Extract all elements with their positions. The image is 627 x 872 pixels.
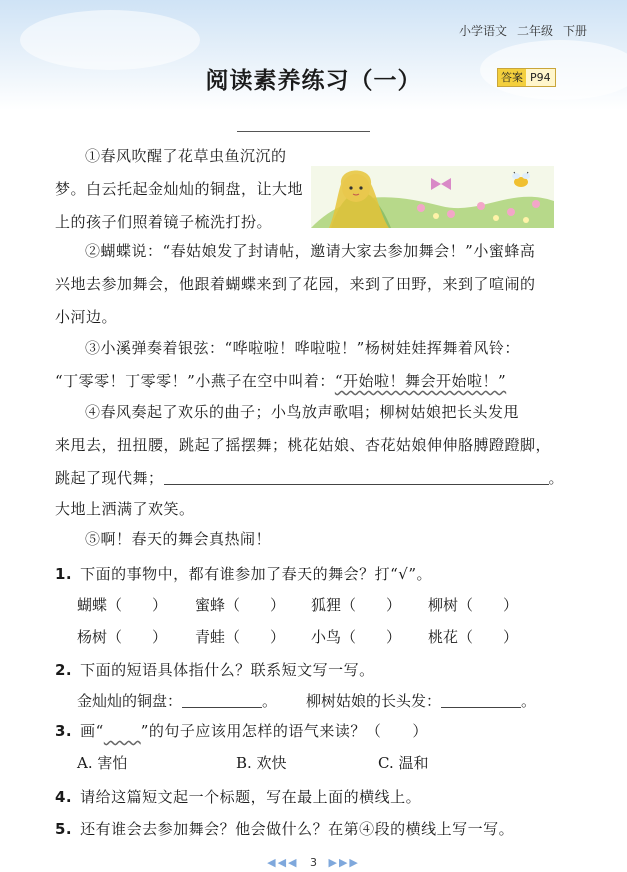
question-2	[55, 659, 375, 680]
wavy-underlined-sentence: “开始啦！舞会开始啦！”	[334, 372, 507, 390]
q1-option-poplar[interactable]: 杨树（ ）	[77, 628, 168, 646]
passage-p1-line3: 上的孩子们照着镜子梳洗打扮。	[55, 213, 273, 231]
question-5	[55, 818, 514, 839]
passage-p3-line1: ③小溪弹奏着银弦：“哗啦啦！哗啦啦！”杨树娃娃挥舞着风铃：	[85, 339, 520, 357]
question-3-number: 3.	[55, 722, 73, 740]
q1-option-peach[interactable]: 桃花（ ）	[428, 628, 519, 646]
question-3-text-a: 画“	[80, 722, 104, 740]
passage-p3-line2	[55, 365, 506, 398]
passage-p2-line2: 兴地去参加舞会，他跟着蝴蝶来到了花园，来到了田野，来到了喧闹的	[55, 275, 536, 293]
answer-badge	[497, 68, 556, 87]
page-title: 阅读素养练习（一）	[205, 68, 422, 94]
title-answer-line	[237, 131, 370, 132]
q3-option-c[interactable]: C. 温和	[378, 754, 429, 772]
q2-item-2	[306, 690, 536, 711]
question-4	[55, 786, 421, 807]
q2-item-1	[77, 690, 277, 711]
spring-illustration	[311, 166, 554, 228]
question-3-text-b: ”的句子应该用怎样的语气来读？（ ）	[140, 722, 428, 740]
passage-p5: ⑤啊！春天的舞会真热闹！	[85, 530, 272, 548]
passage-p4-line3-text: 跳起了现代舞；	[55, 469, 164, 487]
passage-p1-line2: 梦。白云托起金灿灿的铜盘，让大地	[55, 180, 304, 198]
wavy-line-sample	[104, 722, 141, 740]
q2-item-2-label: 柳树姑娘的长头发：	[306, 692, 442, 710]
q1-option-fox[interactable]: 狐狸（ ）	[311, 596, 402, 614]
question-3	[55, 720, 428, 741]
page-number: 3	[310, 856, 317, 869]
q2-blank-2[interactable]	[441, 691, 521, 708]
volume-tag: 下册	[562, 24, 587, 38]
q1-option-butterfly[interactable]: 蝴蝶（ ）	[77, 596, 168, 614]
q1-option-willow[interactable]: 柳树（ ）	[428, 596, 519, 614]
right-arrows-icon: ▶▶▶	[328, 856, 360, 869]
q3-option-b[interactable]: B. 欢快	[236, 754, 287, 772]
question-1-number: 1.	[55, 565, 73, 583]
question-4-text: 请给这篇短文起一个标题，写在最上面的横线上。	[80, 788, 422, 806]
question-1-text: 下面的事物中，都有谁参加了春天的舞会？打“√”。	[80, 565, 433, 583]
answer-page: P94	[526, 69, 555, 86]
question-5-number: 5.	[55, 820, 73, 838]
q2-item-1-end: 。	[262, 692, 278, 710]
q2-item-2-end: 。	[521, 692, 537, 710]
q3-option-a[interactable]: A. 害怕	[77, 754, 128, 772]
q2-blank-1[interactable]	[182, 691, 262, 708]
question-2-number: 2.	[55, 661, 73, 679]
q1-option-bird[interactable]: 小鸟（ ）	[311, 628, 402, 646]
passage-p4-line3	[55, 462, 564, 495]
q2-item-1-label: 金灿灿的铜盘：	[77, 692, 183, 710]
cloud-decoration	[20, 10, 200, 70]
q1-option-frog[interactable]: 青蛙（ ）	[195, 628, 286, 646]
grade-tag: 二年级	[516, 24, 553, 38]
question-5-text: 还有谁会去参加舞会？他会做什么？在第④段的横线上写一写。	[80, 820, 515, 838]
answer-blank-q5[interactable]	[164, 468, 549, 485]
passage-p4-line2: 来甩去，扭扭腰，跳起了摇摆舞；桃花姑娘、杏花姑娘伸伸胳膊蹬蹬脚，	[55, 436, 552, 454]
question-4-number: 4.	[55, 788, 73, 806]
q1-option-bee[interactable]: 蜜蜂（ ）	[195, 596, 286, 614]
passage-p2-line1: ②蝴蝶说：“春姑娘发了封请帖，邀请大家去参加舞会！”小蜜蜂高	[85, 242, 536, 260]
header-tags	[459, 22, 587, 39]
question-2-text: 下面的短语具体指什么？联系短文写一写。	[80, 661, 375, 679]
passage-p4-line4: 大地上洒满了欢笑。	[55, 500, 195, 518]
passage-p3-line2-text: “丁零零！丁零零！”小燕子在空中叫着：	[55, 372, 335, 390]
answer-label: 答案	[498, 69, 526, 86]
subject-tag: 小学语文	[458, 24, 507, 38]
left-arrows-icon: ◀◀◀	[267, 856, 299, 869]
page-footer	[0, 856, 627, 869]
question-1	[55, 563, 432, 584]
passage-p4-line1: ④春风奏起了欢乐的曲子；小鸟放声歌唱；柳树姑娘把长头发甩	[85, 403, 520, 421]
passage-p4-line3-end: 。	[548, 469, 565, 487]
passage-p2-line3: 小河边。	[55, 308, 118, 326]
passage-p1-line1: ①春风吹醒了花草虫鱼沉沉的	[85, 147, 287, 165]
